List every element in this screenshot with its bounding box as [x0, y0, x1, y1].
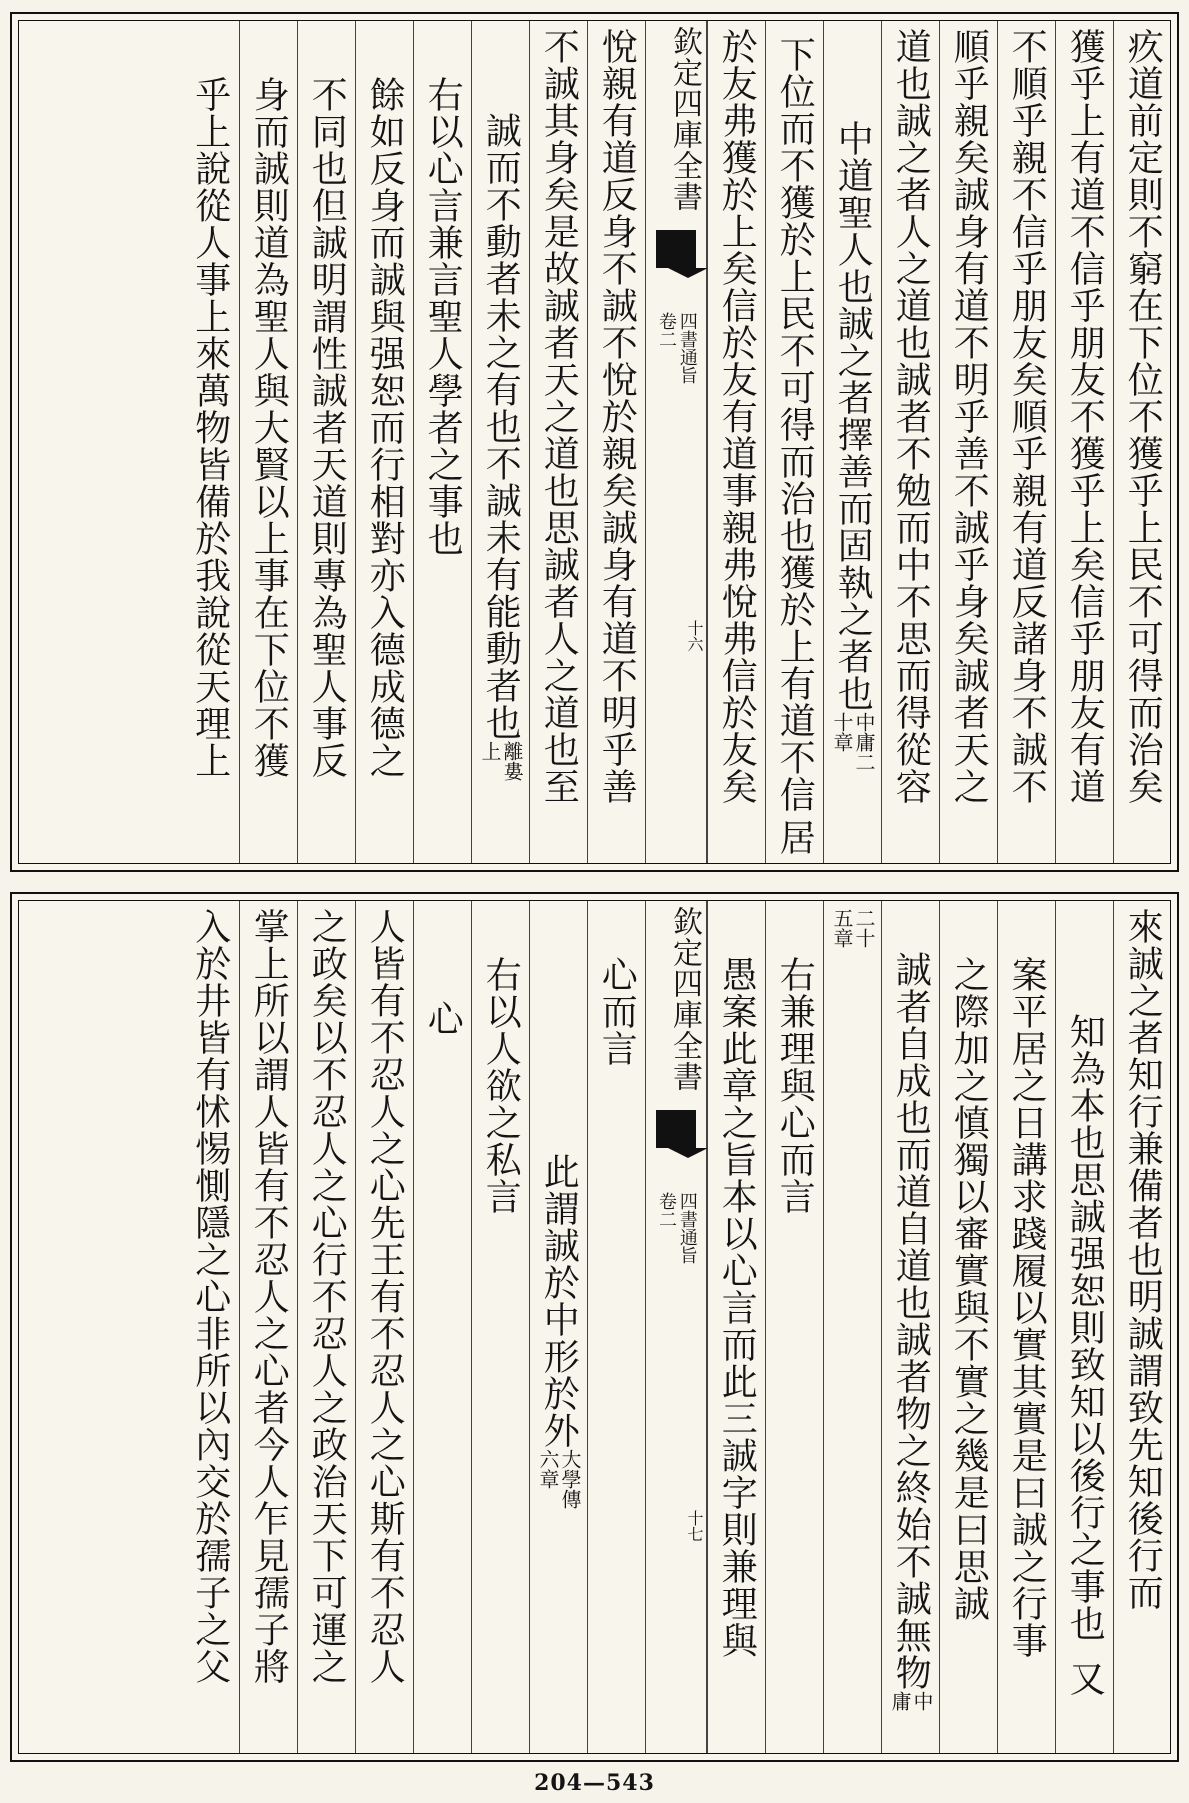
column-text: 右以心言兼言聖人學者之事也	[422, 76, 464, 557]
column-text: 右兼理與心而言	[774, 956, 816, 1215]
column-text: 案平居之日講求踐履以實其實是曰誠之行事	[1006, 956, 1048, 1659]
folio-number: 十七	[685, 1510, 704, 1542]
column-text: 右以人欲之私言	[480, 956, 522, 1215]
source-note-line: 六章	[536, 1449, 560, 1489]
column-text: 乎上說從人事上來萬物皆備於我說從天理上	[189, 76, 231, 779]
column-text: 不同也但誠明謂性誠者天道則專為聖人事反	[306, 76, 348, 779]
book-title: 欽定四庫全書	[667, 26, 702, 212]
column-text: 來誠之者知行兼備者也明誠謂致先知後行而	[1122, 908, 1164, 1611]
column-text: 中道聖人也誠之者擇善而固執之者也	[832, 120, 874, 712]
page-number: 204—543	[534, 1770, 655, 1796]
source-note-line: 十章	[830, 712, 854, 752]
column-text: 身而誠則道為聖人與大賢以上事在下位不獲	[248, 76, 290, 779]
column-text: 道也誠之者人之道也誠者不勉而中不思而得從容	[890, 28, 932, 805]
column-text: 知為本也思誠强恕則致知以後行之事也	[1064, 1013, 1106, 1642]
inner-frame	[18, 900, 1171, 1754]
source-note-line: 上	[478, 740, 502, 761]
bottom-page	[10, 892, 1179, 1762]
column-text: 悅親有道反身不誠不悅於親矣誠身有道不明乎善	[596, 28, 638, 805]
book-title: 欽定四庫全書	[667, 906, 702, 1092]
column-text: 誠者自成也而道自道也誠者物之終始不誠無物	[890, 951, 932, 1691]
volume-label-title: 四書通旨	[676, 1192, 698, 1264]
column-text: 於友弗獲於上矣信於友有道事親弗悅弗信於友矣	[716, 28, 758, 805]
column-text: 入於井皆有怵惕惻隱之心非所以內交於孺子之父	[189, 908, 231, 1685]
column-text: 之際加之慎獨以審實與不實之幾是曰思誠	[948, 956, 990, 1622]
source-note-line: 中	[910, 1691, 934, 1711]
top-page	[10, 12, 1179, 872]
column-text: 之政矣以不忍人之心行不忍人之政治天下可運之	[306, 908, 348, 1685]
inner-frame	[18, 20, 1171, 864]
source-note-line: 二十	[852, 908, 876, 948]
volume-label-volume: 卷二	[656, 1192, 677, 1228]
source-note-line: 中庸二	[852, 712, 876, 772]
column-text: 心	[422, 1000, 464, 1037]
column-text: 誠而不動者未之有也不誠未有能動者也	[480, 111, 522, 741]
column-text: 獲乎上有道不信乎朋友不獲乎上矣信乎朋友有道	[1064, 28, 1106, 805]
source-note-line: 大學傳	[558, 1449, 582, 1509]
column-text: 此謂誠於中形於外	[538, 1153, 580, 1449]
source-note-line: 離婁	[500, 740, 524, 781]
source-note-line: 庸	[888, 1691, 912, 1711]
source-note-line: 五章	[830, 908, 854, 948]
column-text: 餘如反身而誠與强恕而行相對亦入德成德之	[364, 76, 406, 779]
column-text-main: 下位而不獲於上民不可得而治也獲於上有道不信	[774, 36, 816, 813]
folio-number: 十六	[685, 620, 704, 652]
column-text: 疚道前定則不窮在下位不獲乎上民不可得而治矣	[1122, 28, 1164, 805]
column-text: 不誠其身矣是故誠者天之道也思誠者人之道也至	[538, 28, 580, 805]
column-text: 不順乎親不信乎朋友矣順乎親有道反諸身不誠不	[1006, 28, 1048, 805]
column-text: 掌上所以謂人皆有不忍人之心者今人乍見孺子將	[248, 908, 290, 1685]
column-text: 順乎親矣誠身有道不明乎善不誠乎身矣誠者天之	[948, 28, 990, 805]
column-text: 心而言	[596, 956, 638, 1067]
column-text-head: 居	[774, 819, 816, 856]
volume-label-volume: 卷二	[656, 312, 677, 348]
volume-label-title: 四書通旨	[676, 312, 698, 384]
column-text-tail: 又	[1064, 1660, 1106, 1697]
column-text: 愚案此章之旨本以心言而此三誠字則兼理與	[716, 956, 758, 1659]
column-text: 人皆有不忍人之心先王有不忍人之心斯有不忍人	[364, 908, 406, 1685]
